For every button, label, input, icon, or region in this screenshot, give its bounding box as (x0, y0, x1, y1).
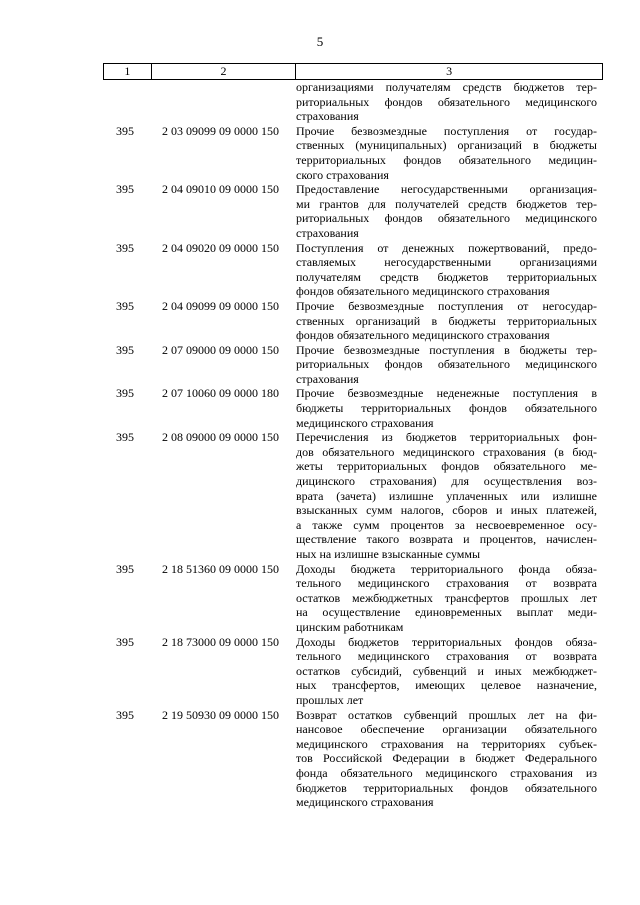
text-line: остатков субсидий, субвенций и иных межбюджет- (296, 663, 597, 678)
revenue-description (294, 708, 601, 810)
text-line: риториальных фондов обязательного медицинского (296, 357, 597, 372)
budget-classification-code: 2 07 09000 09 0000 150 (162, 342, 279, 357)
administrator-code: 395 (116, 182, 134, 197)
text-line: врата (зачета) излишне уплаченных или излишне (296, 488, 597, 503)
budget-classification-code: 2 08 09000 09 0000 150 (162, 430, 279, 445)
text-line: получателям средств бюджетов территориальных (296, 269, 597, 284)
text-line: ных на излишне взысканные суммы (296, 547, 481, 561)
table-row (103, 635, 603, 708)
text-line: ных трансфертов, имеющих целевое назначение, (296, 678, 597, 693)
administrator-code: 395 (116, 707, 134, 722)
administrator-code: 395 (116, 561, 134, 576)
administrator-code: 395 (116, 430, 134, 445)
administrator-code: 395 (116, 240, 134, 255)
table-row (103, 241, 603, 299)
text-line: медицинского страхования (296, 795, 434, 810)
text-line: Возврат остатков субвенций прошлых лет на фи- (296, 707, 597, 722)
continuation-row (103, 80, 603, 124)
table-row (103, 299, 603, 343)
text-line: нансовое обеспечение организации обязательного (296, 722, 597, 737)
text-line: риториальных фондов обязательного медицинского (296, 211, 597, 226)
text-line: ществление такого возврата и процентов, начислен- (296, 532, 597, 547)
revenue-description (294, 430, 601, 561)
table-row (103, 708, 603, 810)
administrator-code: 395 (116, 342, 134, 357)
text-line: дицинского страхования) для осуществления воз- (296, 474, 597, 489)
table-row (103, 430, 603, 561)
text-line: ставляемых негосударственными организациями (296, 255, 597, 270)
text-line: страхования (296, 225, 359, 240)
text-line: тельного медицинского страхования от возврата (296, 576, 597, 591)
table-body (103, 80, 603, 810)
empty-cell (150, 80, 294, 124)
table-row (103, 182, 603, 240)
revenue-description (294, 562, 601, 635)
text-line: Прочие безвозмездные поступления в бюджеты тер- (296, 342, 597, 357)
administrator-code: 395 (116, 123, 134, 138)
text-line: дов обязательного медицинского страхования (в бюд- (296, 444, 597, 459)
text-line: цинским работникам (296, 619, 404, 634)
text-line: жеты территориальных фондов обязательного ме- (296, 459, 597, 474)
text-line: фондов обязательного медицинского страхования (296, 284, 550, 299)
text-line: медицинского страхования на территориях субъек- (296, 736, 597, 751)
text-line: а также сумм процентов за несвоевременное осу- (296, 517, 597, 532)
revenue-description (294, 386, 601, 430)
revenue-description (294, 124, 601, 182)
table-row (103, 124, 603, 182)
text-line: страхования (296, 109, 359, 124)
text-line: медицинского страхования (296, 415, 434, 430)
text-line: Поступления от денежных пожертвований, предо- (296, 240, 597, 255)
table-row (103, 343, 603, 387)
text-line: Прочие безвозмездные поступления от негосудар- (296, 298, 597, 313)
budget-classification-code: 2 04 09020 09 0000 150 (162, 240, 279, 255)
administrator-code: 395 (116, 298, 134, 313)
budget-classification-code: 2 18 51360 09 0000 150 (162, 561, 279, 576)
text-line: Доходы бюджетов территориальных фондов обяза- (296, 634, 597, 649)
text-line: остатков межбюджетных трансфертов прошлых лет (296, 590, 597, 605)
empty-cell (103, 80, 150, 124)
continuation-text (294, 80, 601, 124)
column-header-1: 1 (104, 64, 152, 79)
column-header-2: 2 (152, 64, 296, 79)
text-line: бюджеты территориальных фондов обязательного (296, 401, 597, 416)
budget-classification-code: 2 04 09010 09 0000 150 (162, 182, 279, 197)
text-line: фонда обязательного медицинского страхования из (296, 765, 597, 780)
revenue-description (294, 182, 601, 240)
text-line: прошлых лет (296, 692, 364, 707)
text-line: риториальных фондов обязательного медицинского (296, 94, 597, 109)
text-line: взысканных сумм налогов, сборов и иных платежей, (296, 503, 597, 518)
text-line: организациями получателям средств бюджетов тер- (296, 80, 597, 94)
text-line: тельного медицинского страхования от возврата (296, 649, 597, 664)
revenue-description (294, 635, 601, 708)
budget-classification-code: 2 07 10060 09 0000 180 (162, 386, 279, 401)
text-line: территориальных фондов обязательного медицин- (296, 152, 597, 167)
page-number: 5 (316, 34, 324, 49)
text-line: фондов обязательного медицинского страхования (296, 328, 550, 343)
table-row (103, 386, 603, 430)
budget-classification-code: 2 19 50930 09 0000 150 (162, 707, 279, 722)
text-line: Перечисления из бюджетов территориальных фон- (296, 430, 597, 445)
text-line: Прочие безвозмездные неденежные поступления в (296, 386, 597, 401)
budget-classification-code: 2 03 09099 09 0000 150 (162, 123, 279, 138)
text-line: страхования (296, 371, 359, 386)
budget-classification-table (103, 63, 603, 810)
table-header-row (103, 63, 603, 80)
text-line: ми грантов для получателей средств бюджетов тер- (296, 196, 597, 211)
revenue-description (294, 299, 601, 343)
table-row (103, 562, 603, 635)
text-line: ственных (муниципальных) организаций в бюджеты (296, 138, 597, 153)
revenue-description (294, 343, 601, 387)
text-line: ского страхования (296, 167, 389, 182)
text-line: Доходы бюджета территориального фонда обяза- (296, 561, 597, 576)
revenue-description (294, 241, 601, 299)
text-line: на осуществление единовременных выплат меди- (296, 605, 597, 620)
budget-classification-code: 2 18 73000 09 0000 150 (162, 634, 279, 649)
column-header-3: 3 (446, 64, 453, 78)
text-line: ственных организаций в бюджеты территориальных (296, 313, 597, 328)
text-line: бюджетов территориальных фондов обязательного (296, 780, 597, 795)
administrator-code: 395 (116, 386, 134, 401)
text-line: Прочие безвозмездные поступления от государ- (296, 123, 597, 138)
budget-classification-code: 2 04 09099 09 0000 150 (162, 298, 279, 313)
administrator-code: 395 (116, 634, 134, 649)
table-rows (103, 124, 603, 810)
text-line: Предоставление негосударственными организация- (296, 182, 597, 197)
text-line: тов Российской Федерации в бюджет Федерального (296, 751, 597, 766)
